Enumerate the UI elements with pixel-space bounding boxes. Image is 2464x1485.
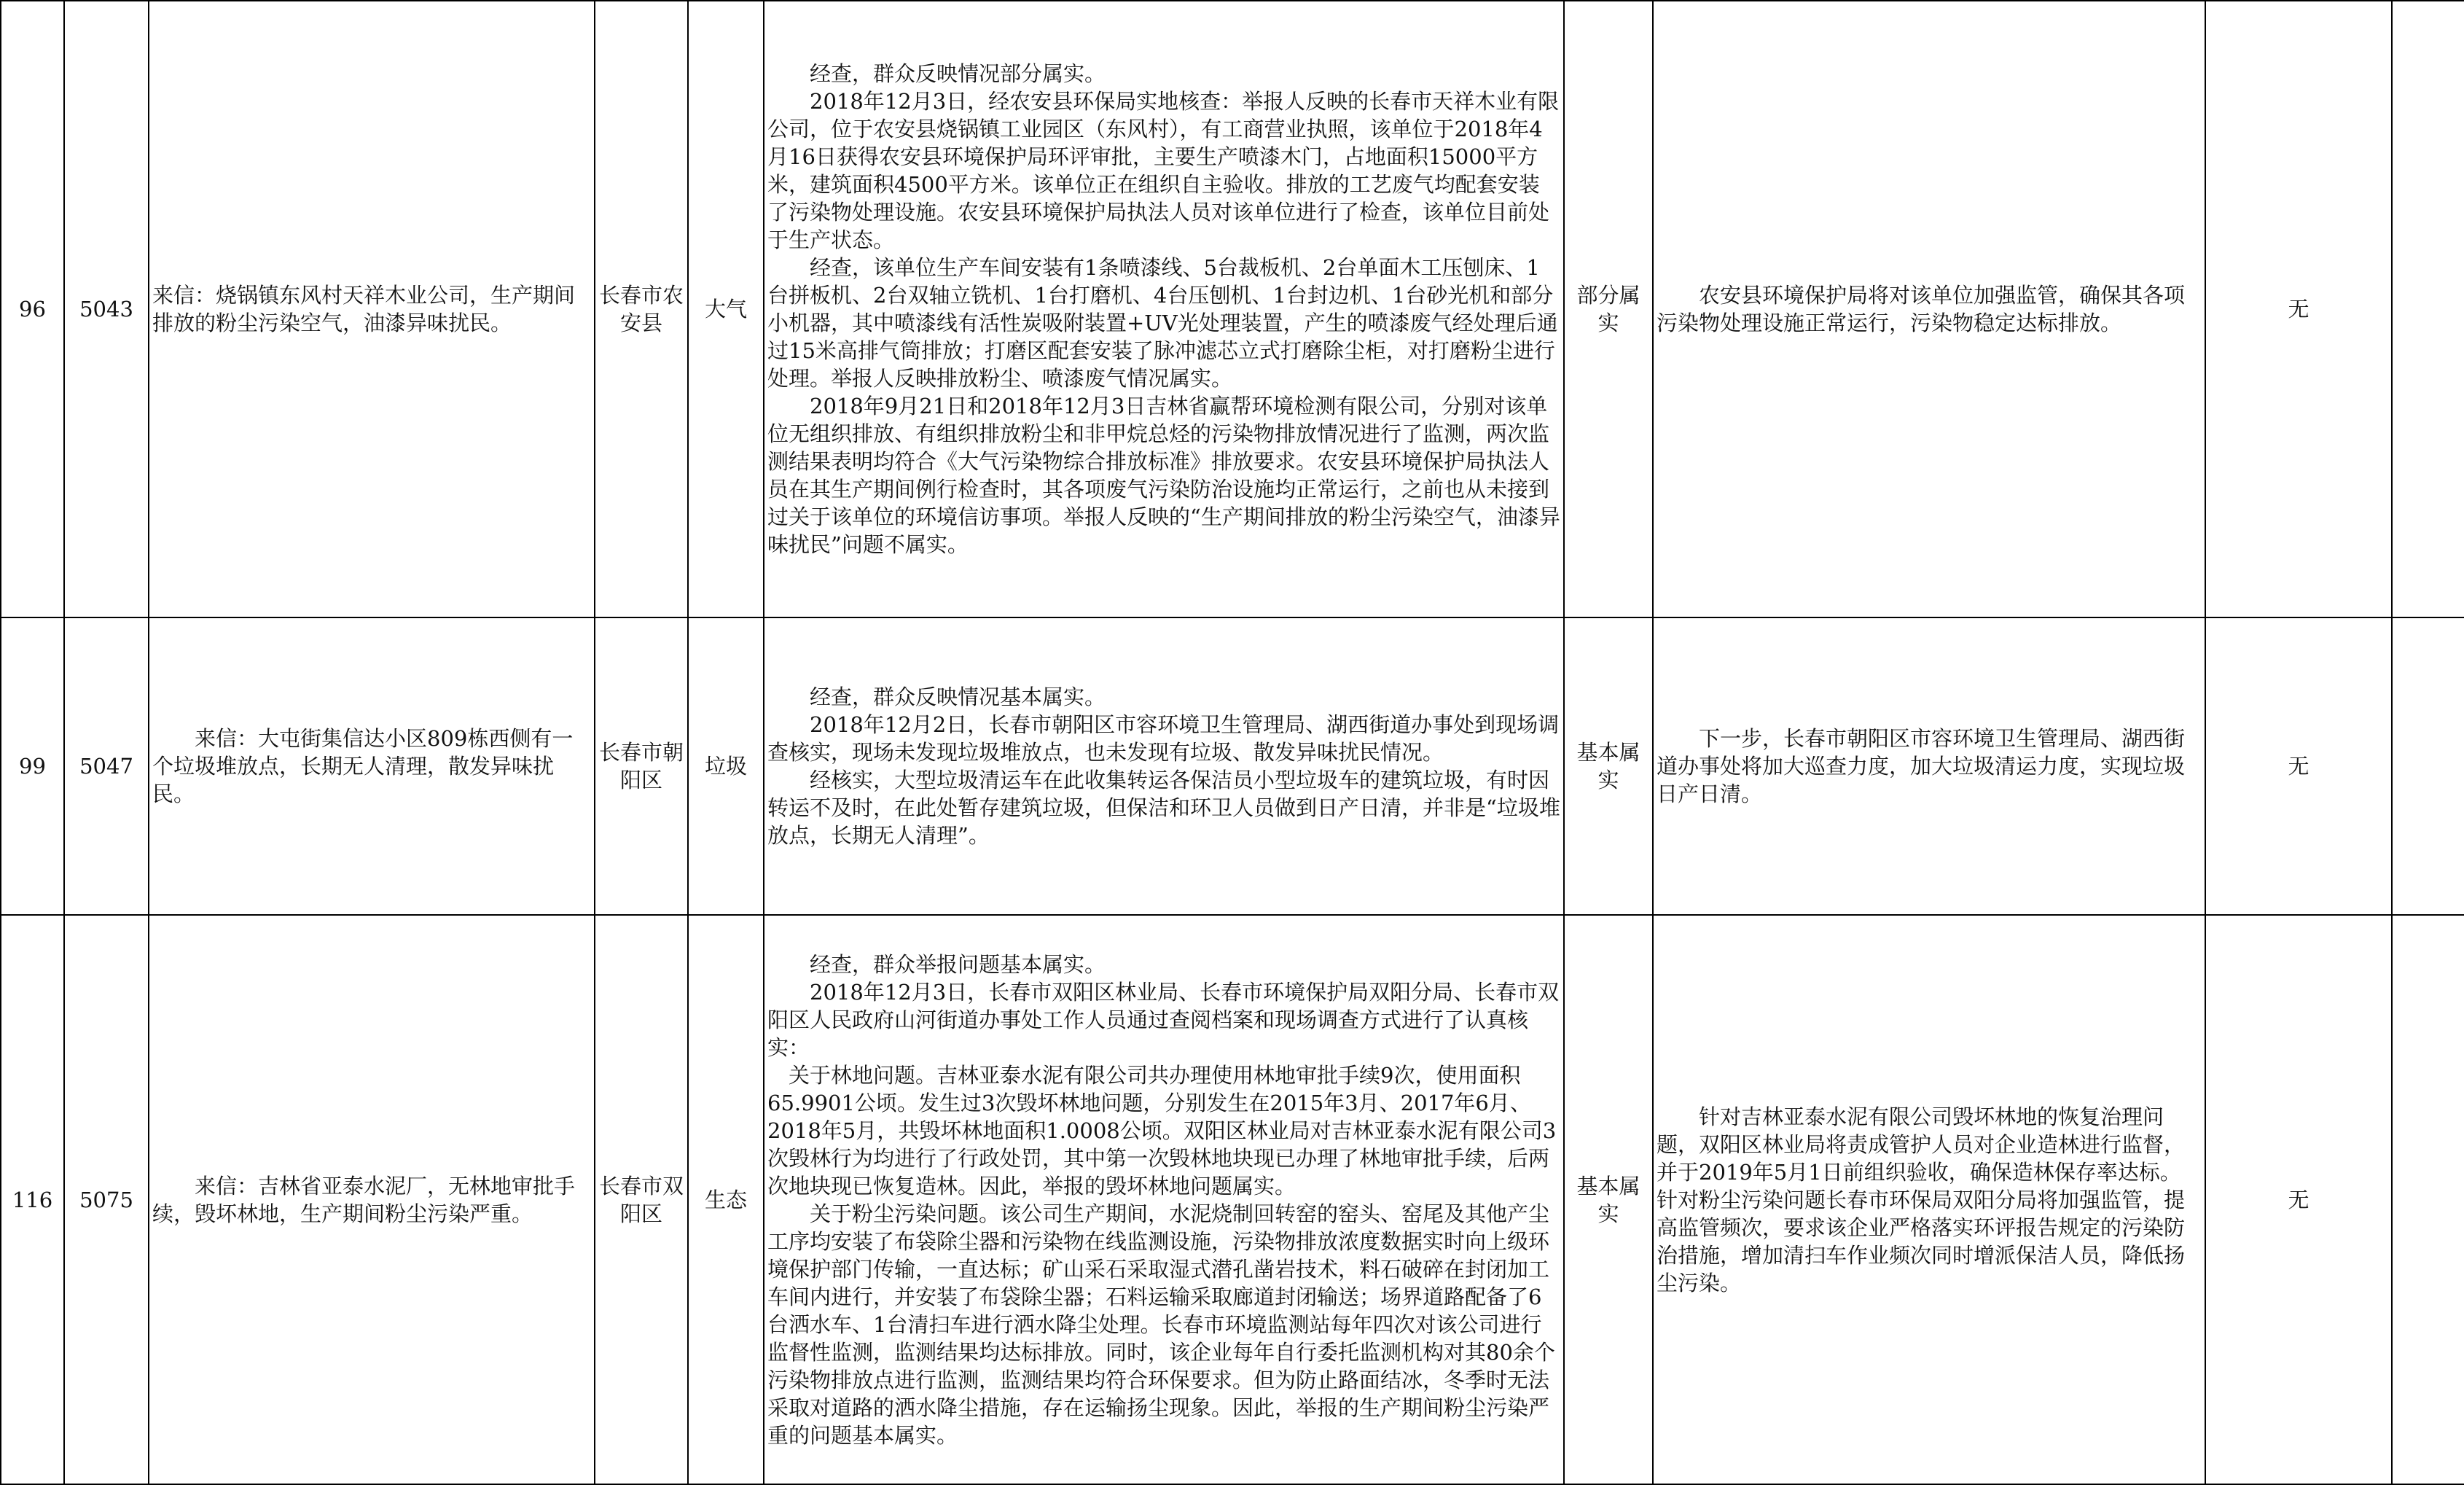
actions-cell — [1653, 1, 2205, 617]
complaint-cell — [149, 915, 595, 1484]
findings-paragraph: 经核实，大型垃圾清运车在此收集转运各保洁员小型垃圾车的建筑垃圾，有时因转运不及时，在此处暂存建筑垃圾，但保洁和环卫人员做到日产日清，并非是“垃圾堆放点，长期无人清理”。 — [767, 768, 1560, 848]
actions-cell — [1653, 915, 2205, 1484]
type-cell: 生态 — [688, 915, 764, 1484]
complaint-cell: 来信：烧锅镇东风村天祥木业公司，生产期间排放的粉尘污染空气，油漆异味扰民。 — [149, 1, 595, 617]
complaint-text: 来信：吉林省亚泰水泥厂，无林地审批手续，毁坏林地，生产期间粉尘污染严重。 — [152, 1173, 576, 1226]
findings-cell — [764, 617, 1564, 915]
verdict-cell: 部分属实 — [1564, 1, 1653, 617]
table-row — [1, 1, 2464, 617]
complaint-cell — [149, 617, 595, 915]
type-cell: 大气 — [688, 1, 764, 617]
findings-cell — [764, 915, 1564, 1484]
actions-cell — [1653, 617, 2205, 915]
findings-paragraph: 关于粉尘污染问题。该公司生产期间，水泥烧制回转窑的窑头、窑尾及其他产尘工序均安装了布袋除尘器和污染物在线监测设施，污染物排放浓度数据实时向上级环境保护部门传输，一直达标；矿山采石采取湿式潜孔凿岩技术，料石破碎在封闭加工车间内进行，并安装了布袋除尘器；石料运输采取廊道封闭输送；场界道路配备了6台洒水车、1台清扫车进行洒水降尘处理。长春市环境监测站每年四次对该公司进行监督性监测，监测结果均达标排放。同时，该企业每年自行委托监测机构对其80余个污染物排放点进行监测，监测结果均符合环保要求。但为防止路面结冰，冬季时无法采取对道路的洒水降尘措施，存在运输扬尘现象。因此，举报的生产期间粉尘污染严重的问题基本属实。 — [767, 1201, 1555, 1448]
seq-cell: 96 — [1, 1, 64, 617]
accountability-cell: 无 — [2205, 915, 2392, 1484]
findings-paragraph: 经查，群众举报问题基本属实。 — [810, 951, 1106, 977]
findings-paragraph: 经查，群众反映情况部分属实。 — [810, 61, 1106, 86]
findings-paragraph: 经查，群众反映情况基本属实。 — [810, 685, 1106, 709]
seq-cell: 99 — [1, 617, 64, 915]
type-cell: 垃圾 — [688, 617, 764, 915]
actions-text: 针对吉林亚泰水泥有限公司毁坏林地的恢复治理问题，双阳区林业局将责成管护人员对企业造林进行监督，并于2019年5月1日前组织验收，确保造林保存率达标。针对粉尘污染问题长春市环保局双阳分局将加强监管，提高监管频次，要求该企业严格落实环评报告规定的污染防治措施，增加清扫车作业频次同时增派保洁人员，降低扬尘污染。 — [1657, 1104, 2186, 1295]
seq-cell: 116 — [1, 915, 64, 1484]
accountability-cell: 无 — [2205, 617, 2392, 915]
table-row — [1, 915, 2464, 1484]
table-row — [1, 617, 2464, 915]
accountability-cell: 无 — [2205, 1, 2392, 617]
actions-text: 农安县环境保护局将对该单位加强监管，确保其各项污染物处理设施正常运行，污染物稳定达标排放。 — [1657, 283, 2186, 335]
complaint-text: 来信：大屯街集信达小区809栋西侧有一个垃圾堆放点，长期无人清理，散发异味扰民。 — [152, 726, 574, 806]
case-number-cell: 5043 — [64, 1, 149, 617]
blank-cell — [2392, 1, 2464, 617]
findings-paragraph: 2018年12月3日，经农安县环保局实地核查：举报人反映的长春市天祥木业有限公司，位于农安县烧锅镇工业园区（东风村），有工商营业执照，该单位于2018年4月16日获得农安县环境保护局环评审批，主要生产喷漆木门，占地面积15000平方米，建筑面积4500平方米。该单位正在组织自主验收。排放的工艺废气均配套安装了污染物处理设施。农安县环境保护局执法人员对该单位进行了检查，该单位目前处于生产状态。 — [767, 89, 1560, 252]
findings-paragraph: 关于林地问题。吉林亚泰水泥有限公司共办理使用林地审批手续9次，使用面积65.9901公顷。发生过3次毁坏林地问题，分别发生在2015年3月、2017年6月、2018年5月，共毁坏林地面积1.0008公顷。双阳区林业局对吉林亚泰水泥有限公司3次毁林行为均进行了行政处罚，其中第一次毁林地块现已办理了林地审批手续，后两次地块现已恢复造林。因此，举报的毁坏林地问题属实。 — [767, 1062, 1557, 1198]
region-cell: 长春市双阳区 — [595, 915, 688, 1484]
findings-paragraph: 经查，该单位生产车间安装有1条喷漆线、5台裁板机、2台单面木工压刨床、1台拼板机、2台双轴立铣机、1台打磨机、4台压刨机、1台封边机、1台砂光机和部分小机器，其中喷漆线有活性炭吸附装置+UV光处理装置，产生的喷漆废气经处理后通过15米高排气筒排放；打磨区配套安装了脉冲滤芯立式打磨除尘柜，对打磨粉尘进行处理。举报人反映排放粉尘、喷漆废气情况属实。 — [767, 255, 1558, 391]
findings-paragraph: 2018年12月2日，长春市朝阳区市容环境卫生管理局、湖西街道办事处到现场调查核实，现场未发现垃圾堆放点，也未发现有垃圾、散发异味扰民情况。 — [767, 712, 1560, 765]
case-number-cell: 5075 — [64, 915, 149, 1484]
region-cell: 长春市朝阳区 — [595, 617, 688, 915]
actions-text: 下一步，长春市朝阳区市容环境卫生管理局、湖西街道办事处将加大巡查力度，加大垃圾清运力度，实现垃圾日产日清。 — [1657, 726, 2186, 806]
findings-paragraph: 2018年12月3日，长春市双阳区林业局、长春市环境保护局双阳分局、长春市双阳区人民政府山河街道办事处工作人员通过查阅档案和现场调查方式进行了认真核实： — [767, 979, 1560, 1060]
verdict-cell: 基本属实 — [1564, 617, 1653, 915]
findings-paragraph: 2018年9月21日和2018年12月3日吉林省赢帮环境检测有限公司，分别对该单位无组织排放、有组织排放粉尘和非甲烷总烃的污染物排放情况进行了监测，两次监测结果表明均符合《大气污染物综合排放标准》排放要求。农安县环境保护局执法人员在其生产期间例行检查时，其各项废气污染防治设施均正常运行，之前也从未接到过关于该单位的环境信访事项。举报人反映的“生产期间排放的粉尘污染空气，油漆异味扰民”问题不属实。 — [767, 394, 1560, 557]
blank-cell — [2392, 915, 2464, 1484]
blank-cell — [2392, 617, 2464, 915]
findings-cell — [764, 1, 1564, 617]
verdict-cell: 基本属实 — [1564, 915, 1653, 1484]
case-number-cell: 5047 — [64, 617, 149, 915]
region-cell: 长春市农安县 — [595, 1, 688, 617]
